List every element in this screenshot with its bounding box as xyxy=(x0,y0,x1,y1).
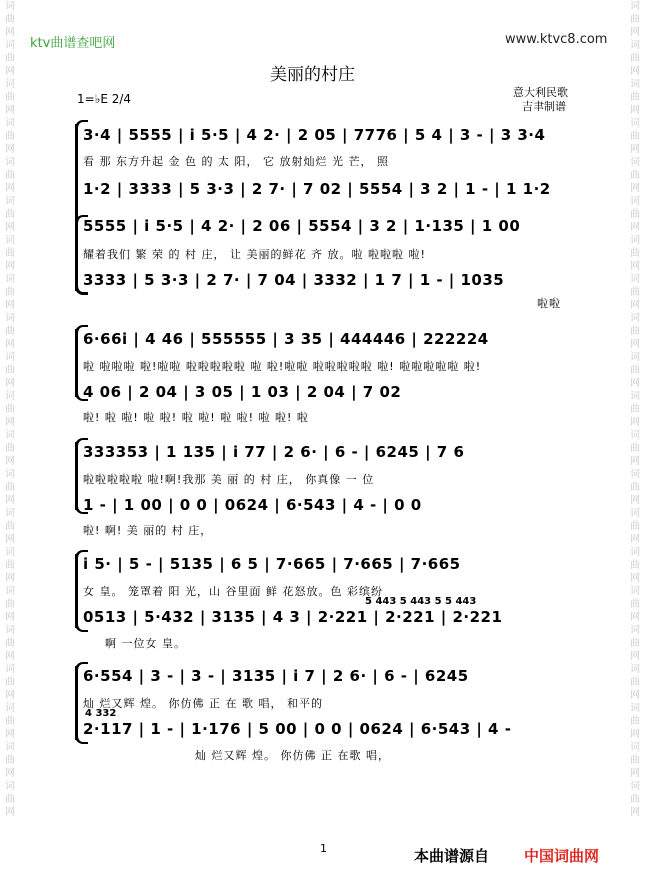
watermark-glyph: 网 xyxy=(5,495,15,506)
notes-top: 5555 | i 5·5 | 4 2· | 2 06 | 5554 | 3 2 | 1·135 | 1 00 xyxy=(83,217,521,235)
notes-top: 333353 | 1 135 | i 77 | 2 6· | 6 - | 6245 | 7 6 xyxy=(83,443,465,461)
notes-bottom: 1 - | 1 00 | 0 0 | 0624 | 6·543 | 4 - | 0 0 xyxy=(83,496,422,514)
source-label: 本曲谱源自 xyxy=(414,847,490,865)
lyric-bottom: 啦! 啦 啦! 啦 啦! 啦 啦! 啦 啦! 啦 啦! 啦 xyxy=(83,411,309,424)
lyric-top: 啦啦啦啦啦 啦!啊!我那 美 丽 的 村 庄， 你真像 一 位 xyxy=(83,473,375,486)
watermark-glyph: 网 xyxy=(630,651,640,662)
watermark-glyph: 曲 xyxy=(5,794,15,805)
watermark-glyph: 网 xyxy=(630,222,640,233)
watermark-glyph: 曲 xyxy=(5,716,15,727)
watermark-glyph: 曲 xyxy=(630,92,640,103)
watermark-glyph: 曲 xyxy=(5,677,15,688)
watermark-glyph: 词 xyxy=(630,586,640,597)
watermark-glyph: 词 xyxy=(630,235,640,246)
notes-top: 3·4 | 5555 | i 5·5 | 4 2· | 2 05 | 7776 | 5 4 | 3 - | 3 3·4 xyxy=(83,126,546,144)
lyric-bottom: 啦啦 xyxy=(537,297,561,310)
watermark-glyph: 曲 xyxy=(5,131,15,142)
watermark-glyph: 词 xyxy=(630,157,640,168)
watermark-glyph: 网 xyxy=(5,768,15,779)
watermark-glyph: 词 xyxy=(5,391,15,402)
watermark-glyph: 词 xyxy=(630,742,640,753)
key-signature: 1=♭E 2/4 xyxy=(77,92,132,106)
watermark-glyph: 词 xyxy=(5,79,15,90)
watermark-glyph: 词 xyxy=(5,1,15,12)
watermark-glyph: 网 xyxy=(5,417,15,428)
watermark-glyph: 曲 xyxy=(5,287,15,298)
watermark-glyph: 网 xyxy=(5,612,15,623)
watermark-glyph: 网 xyxy=(5,300,15,311)
watermark-glyph: 曲 xyxy=(630,209,640,220)
left-watermark-strip xyxy=(2,0,18,891)
watermark-glyph: 词 xyxy=(630,1,640,12)
watermark-glyph: 词 xyxy=(5,40,15,51)
watermark-glyph: 词 xyxy=(630,664,640,675)
watermark-glyph: 词 xyxy=(5,235,15,246)
brand-link[interactable]: 中国词曲网 xyxy=(524,847,600,865)
watermark-glyph: 网 xyxy=(630,261,640,272)
watermark-glyph: 词 xyxy=(5,469,15,480)
watermark-glyph: 网 xyxy=(630,300,640,311)
watermark-glyph: 网 xyxy=(5,339,15,350)
watermark-glyph: 曲 xyxy=(630,53,640,64)
watermark-glyph: 曲 xyxy=(630,443,640,454)
watermark-glyph: 网 xyxy=(5,573,15,584)
watermark-glyph: 词 xyxy=(5,508,15,519)
song-title: 美丽的村庄 xyxy=(270,65,355,85)
watermark-glyph: 曲 xyxy=(630,482,640,493)
notes-bottom: 3333 | 5 3·3 | 2 7· | 7 04 | 3332 | 1 7 | 1 - | 1035 xyxy=(83,271,505,289)
watermark-glyph: 曲 xyxy=(5,53,15,64)
watermark-glyph: 词 xyxy=(630,79,640,90)
watermark-glyph: 词 xyxy=(630,118,640,129)
watermark-glyph: 网 xyxy=(5,261,15,272)
watermark-glyph: 曲 xyxy=(5,365,15,376)
watermark-glyph: 词 xyxy=(630,625,640,636)
watermark-glyph: 词 xyxy=(630,313,640,324)
watermark-glyph: 词 xyxy=(630,547,640,558)
watermark-glyph: 词 xyxy=(630,430,640,441)
lyric-bottom: 啊 一位女 皇。 xyxy=(105,637,186,650)
watermark-glyph: 词 xyxy=(630,703,640,714)
credit-maker: 吉聿制谱 xyxy=(522,100,566,113)
credit-origin: 意大利民歌 xyxy=(513,86,568,99)
watermark-glyph: 词 xyxy=(5,742,15,753)
watermark-glyph: 网 xyxy=(5,378,15,389)
score-system-4 xyxy=(75,438,567,538)
watermark-glyph: 曲 xyxy=(5,404,15,415)
watermark-glyph: 网 xyxy=(630,573,640,584)
watermark-glyph: 曲 xyxy=(630,755,640,766)
watermark-glyph: 网 xyxy=(5,690,15,701)
score-system-5 xyxy=(75,550,567,650)
watermark-glyph: 曲 xyxy=(5,638,15,649)
watermark-glyph: 词 xyxy=(5,625,15,636)
watermark-glyph: 曲 xyxy=(630,365,640,376)
watermark-glyph: 网 xyxy=(630,144,640,155)
watermark-glyph: 曲 xyxy=(630,170,640,181)
right-watermark-strip xyxy=(627,0,643,891)
watermark-glyph: 网 xyxy=(5,66,15,77)
watermark-glyph: 曲 xyxy=(630,599,640,610)
watermark-glyph: 词 xyxy=(630,274,640,285)
notes-bottom: 2·117 | 1 - | 1·176 | 5 00 | 0 0 | 0624 | 6·543 | 4 - xyxy=(83,720,512,738)
lyric-top: 女 皇。 笼罩着 阳 光，山 谷里面 鲜 花怒放。色 彩缤纷 xyxy=(83,585,383,598)
watermark-glyph: 曲 xyxy=(630,638,640,649)
watermark-glyph: 曲 xyxy=(5,14,15,25)
watermark-glyph: 网 xyxy=(5,105,15,116)
watermark-glyph: 曲 xyxy=(5,209,15,220)
watermark-glyph: 曲 xyxy=(630,560,640,571)
watermark-glyph: 网 xyxy=(630,612,640,623)
watermark-glyph: 词 xyxy=(5,118,15,129)
watermark-glyph: 网 xyxy=(630,378,640,389)
watermark-glyph: 曲 xyxy=(5,560,15,571)
watermark-glyph: 词 xyxy=(5,703,15,714)
watermark-glyph: 网 xyxy=(5,534,15,545)
watermark-glyph: 曲 xyxy=(5,599,15,610)
watermark-glyph: 网 xyxy=(630,66,640,77)
watermark-glyph: 曲 xyxy=(5,326,15,337)
notes-bottom: 0513 | 5·432 | 3135 | 4 3 | 2·221 | 2·221 | 2·221 xyxy=(83,608,503,626)
watermark-glyph: 词 xyxy=(630,508,640,519)
lyric-top: 看 那 东方升起 金 色 的 太 阳， 它 放射灿烂 光 芒， 照 xyxy=(83,155,389,168)
lyric-top: 灿 烂又辉 煌。 你仿佛 正 在 歌 唱， 和平的 xyxy=(83,697,323,710)
harmony-line: 5 443 5 443 5 5 443 xyxy=(365,596,477,607)
site-url-right[interactable]: www.ktvc8.com xyxy=(505,32,608,47)
watermark-glyph: 词 xyxy=(630,781,640,792)
watermark-glyph: 词 xyxy=(630,469,640,480)
watermark-glyph: 词 xyxy=(630,196,640,207)
watermark-glyph: 曲 xyxy=(630,131,640,142)
watermark-glyph: 词 xyxy=(630,391,640,402)
score-system-3 xyxy=(75,325,567,425)
watermark-glyph: 词 xyxy=(5,352,15,363)
watermark-glyph: 网 xyxy=(5,807,15,818)
watermark-glyph: 曲 xyxy=(5,443,15,454)
notes-bottom: 4 06 | 2 04 | 3 05 | 1 03 | 2 04 | 7 02 xyxy=(83,383,402,401)
lyric-top: 耀着我们 繁 荣 的 村 庄， 让 美丽的鲜花 齐 放。啦 啦啦啦 啦! xyxy=(83,248,426,261)
notes-top: 6·66i | 4 46 | 555555 | 3 35 | 444446 | 222224 xyxy=(83,330,489,348)
page-number: 1 xyxy=(320,842,327,855)
watermark-glyph: 词 xyxy=(5,430,15,441)
watermark-glyph: 词 xyxy=(5,157,15,168)
watermark-glyph: 曲 xyxy=(5,755,15,766)
watermark-glyph: 词 xyxy=(5,664,15,675)
notes-bottom: 1·2 | 3333 | 5 3·3 | 2 7· | 7 02 | 5554 | 3 2 | 1 - | 1 1·2 xyxy=(83,180,551,198)
watermark-glyph: 网 xyxy=(630,105,640,116)
watermark-glyph: 曲 xyxy=(630,14,640,25)
site-name-left[interactable]: ktv曲谱查吧网 xyxy=(30,36,116,51)
watermark-glyph: 曲 xyxy=(630,248,640,259)
watermark-glyph: 曲 xyxy=(630,287,640,298)
watermark-glyph: 曲 xyxy=(5,248,15,259)
watermark-glyph: 网 xyxy=(630,534,640,545)
watermark-glyph: 网 xyxy=(5,144,15,155)
lyric-bottom: 灿 烂又辉 煌。 你仿佛 正 在歌 唱， xyxy=(195,749,390,762)
notes-top: i 5· | 5 - | 5135 | 6 5 | 7·665 | 7·665 | 7·665 xyxy=(83,555,461,573)
harmony-line: 4 332 xyxy=(85,708,117,719)
watermark-glyph: 网 xyxy=(630,27,640,38)
watermark-glyph: 网 xyxy=(630,729,640,740)
watermark-glyph: 曲 xyxy=(5,482,15,493)
watermark-glyph: 网 xyxy=(630,768,640,779)
watermark-glyph: 词 xyxy=(5,274,15,285)
watermark-glyph: 网 xyxy=(630,183,640,194)
watermark-glyph: 词 xyxy=(5,547,15,558)
watermark-glyph: 网 xyxy=(630,807,640,818)
watermark-glyph: 词 xyxy=(5,781,15,792)
watermark-glyph: 曲 xyxy=(5,170,15,181)
lyric-top: 啦 啦啦啦 啦!啦啦 啦啦啦啦啦 啦 啦!啦啦 啦啦啦啦啦 啦! 啦啦啦啦啦 啦! xyxy=(83,360,482,373)
watermark-glyph: 词 xyxy=(630,352,640,363)
watermark-glyph: 网 xyxy=(5,27,15,38)
watermark-glyph: 曲 xyxy=(630,404,640,415)
watermark-glyph: 曲 xyxy=(630,716,640,727)
watermark-glyph: 网 xyxy=(5,456,15,467)
watermark-glyph: 词 xyxy=(5,586,15,597)
notes-top: 6·554 | 3 - | 3 - | 3135 | i 7 | 2 6· | 6 - | 6245 xyxy=(83,667,469,685)
watermark-glyph: 词 xyxy=(5,196,15,207)
watermark-glyph: 网 xyxy=(5,729,15,740)
watermark-glyph: 曲 xyxy=(630,794,640,805)
watermark-glyph: 曲 xyxy=(630,677,640,688)
watermark-glyph: 网 xyxy=(5,183,15,194)
score-system-6 xyxy=(75,662,567,772)
score-system-2 xyxy=(75,215,567,310)
watermark-glyph: 网 xyxy=(630,417,640,428)
watermark-glyph: 曲 xyxy=(630,326,640,337)
watermark-glyph: 网 xyxy=(630,339,640,350)
watermark-glyph: 曲 xyxy=(5,521,15,532)
watermark-glyph: 网 xyxy=(630,456,640,467)
watermark-glyph: 曲 xyxy=(5,92,15,103)
watermark-glyph: 网 xyxy=(630,495,640,506)
watermark-glyph: 词 xyxy=(630,40,640,51)
lyric-bottom: 啦! 啊! 美 丽的 村 庄， xyxy=(83,524,213,537)
watermark-glyph: 曲 xyxy=(630,521,640,532)
watermark-glyph: 网 xyxy=(630,690,640,701)
watermark-glyph: 词 xyxy=(5,313,15,324)
watermark-glyph: 网 xyxy=(5,222,15,233)
watermark-glyph: 网 xyxy=(5,651,15,662)
